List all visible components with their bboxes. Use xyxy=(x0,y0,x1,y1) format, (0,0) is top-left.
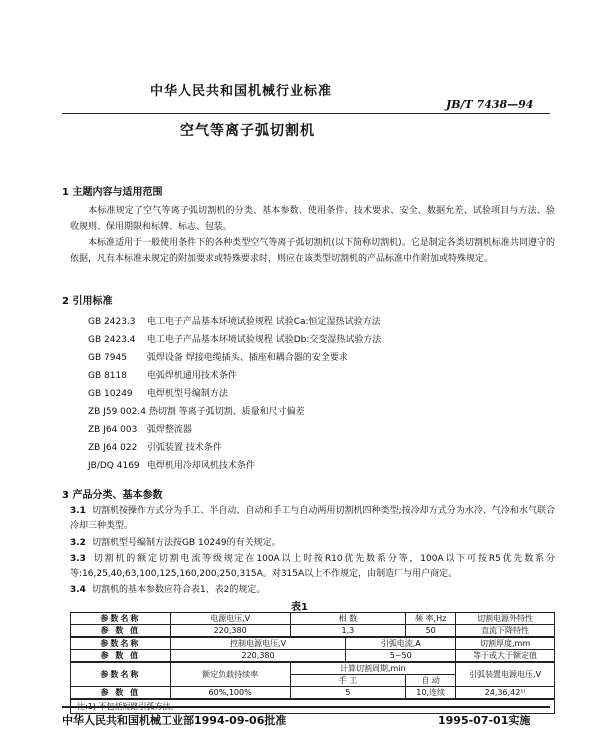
section-1-paragraph-2 xyxy=(70,235,555,267)
clause-number: 3.1 xyxy=(70,506,86,516)
table-cell: 电源电压,V xyxy=(170,613,290,625)
table-cell: 1,3 xyxy=(290,625,406,638)
table-row xyxy=(71,613,555,625)
clause-text: 切割机的基本参数应符合表1、表2的规定。 xyxy=(91,585,266,595)
param-value-label: 参 数 值 xyxy=(71,625,171,638)
reference-title: 电工电子产品基本环境试验规程 试验Ca:恒定湿热试验方法 xyxy=(146,317,381,327)
section-1-paragraph-1 xyxy=(70,203,555,235)
header-divider xyxy=(62,113,550,114)
section-3-heading: 3 产品分类、基本参数 xyxy=(62,490,163,501)
table-row xyxy=(71,625,555,638)
clause-3-2 xyxy=(70,536,555,551)
table-cell: 220,380 xyxy=(170,625,290,638)
reference-item xyxy=(88,368,237,381)
table-row xyxy=(71,662,555,675)
reference-code: GB 10249 xyxy=(88,389,133,399)
table-cell: 24,36,42¹⁾ xyxy=(456,687,555,700)
table-cell: 50 xyxy=(406,625,456,638)
clause-number: 3.4 xyxy=(70,585,86,595)
table-cell: 等于或大于额定值 xyxy=(456,650,555,663)
table-row xyxy=(71,637,555,650)
reference-item xyxy=(88,386,228,399)
param-name-label: 参数名称 xyxy=(71,662,171,687)
reference-code: ZB J64 022 xyxy=(88,443,138,453)
param-name-label: 参数名称 xyxy=(71,613,171,625)
clause-text: 切割机按操作方式分为手工、半自动、自动和手工与自动两用切割机四种类型;按冷却方式分为水冷、气冷和水气联合冷却三种类型。 xyxy=(70,506,555,531)
table-cell: 计算切割周期,min xyxy=(290,662,456,675)
clause-number: 3.2 xyxy=(70,538,86,548)
reference-item xyxy=(88,440,222,453)
clause-3-3 xyxy=(70,552,555,582)
reference-title: 电焊机型号编制方法 xyxy=(146,389,228,399)
table-cell: 直流下降特性 xyxy=(456,625,555,638)
param-value-label: 参 数 值 xyxy=(71,650,171,663)
table-row xyxy=(71,687,555,700)
reference-item xyxy=(88,314,381,327)
reference-item xyxy=(88,458,255,471)
table-cell: 5~50 xyxy=(346,650,456,663)
table-cell: 相 数 xyxy=(290,613,406,625)
table-cell: 引弧电流,A xyxy=(346,637,456,650)
table-cell: 额定负载持续率 xyxy=(170,662,290,687)
table-cell: 10,连续 xyxy=(406,687,456,700)
reference-title: 弧焊整流器 xyxy=(146,425,192,435)
clause-text: 切割机的额定切割电流等级规定在100A以上时按R10优先数系分等，100A以下可按R5优先数系分等:16,25,40,63,100,125,160,200,250,315A。对315A以上不作规定，由制造厂与用户商定。 xyxy=(70,554,555,579)
section-2-heading: 2 引用标准 xyxy=(62,296,113,307)
table-cell: 手 工 xyxy=(290,675,406,687)
table-row xyxy=(71,650,555,663)
reference-title: 电弧焊机通用技术条件 xyxy=(146,371,237,381)
reference-title: 电工电子产品基本环境试验规程 试验Db:交变湿热试验方法 xyxy=(146,335,382,345)
table-cell: 切割电源外特性 xyxy=(456,613,555,625)
table-cell: 控制电源电压,V xyxy=(170,637,346,650)
table-cell: 频 率,Hz xyxy=(406,613,456,625)
reference-code: GB 8118 xyxy=(88,371,127,381)
section-1-paragraph-2-text: 本标准适用于一般使用条件下的各种类型空气等离子弧切割机(以下简称切割机)。它是制定各类切割机标准共同遵守的依据，凡有本标准未规定的附加要求或特殊要求时，则应在该类型切割机的产品标准中作附加或特殊规定。 xyxy=(70,238,555,264)
section-1-paragraph-1-text: 本标准规定了空气等离子弧切割机的分类、基本参数、使用条件、技术要求、安全、数据允差、试验项目与方法、验收规则、保用期限和标牌、标志、包装。 xyxy=(70,206,555,232)
table-1-caption: 表1 xyxy=(291,602,308,613)
reference-item xyxy=(88,350,348,363)
clause-3-1 xyxy=(70,504,555,534)
reference-code: ZB J64 003 xyxy=(88,425,138,435)
table-cell: 5 xyxy=(290,687,406,700)
reference-item xyxy=(88,422,192,435)
reference-title: 引弧装置 技术条件 xyxy=(146,443,222,453)
document-title: 空气等离子弧切割机 xyxy=(180,123,315,139)
param-value-label: 参 数 值 xyxy=(71,687,171,700)
table-cell: 引弧装置电源电压,V xyxy=(456,662,555,687)
table-cell: 切割厚度,mm xyxy=(456,637,555,650)
clause-text: 切割机型号编制方法按GB 10249的有关规定。 xyxy=(91,538,281,548)
reference-code: GB 2423.4 xyxy=(88,335,136,345)
table-cell: 60%,100% xyxy=(170,687,290,700)
standard-number: JB/T 7438—94 xyxy=(446,98,534,111)
table-cell: 自 动 xyxy=(406,675,456,687)
approval-info: 中华人民共和国机械工业部1994-09-06批准 xyxy=(62,714,287,727)
reference-title: 热切割 等离子弧切割、质量和尺寸偏差 xyxy=(148,407,305,417)
clause-3-4 xyxy=(70,583,555,598)
reference-item xyxy=(88,404,305,417)
table-cell: 220,380 xyxy=(170,650,346,663)
reference-item xyxy=(88,332,381,345)
reference-code: JB/DQ 4169 xyxy=(88,461,140,471)
param-name-label: 参数名称 xyxy=(71,637,171,650)
reference-title: 弧焊设备 焊接电缆插头、插座和耦合器的安全要求 xyxy=(146,353,348,363)
reference-code: GB 7945 xyxy=(88,353,127,363)
table-1 xyxy=(70,612,555,714)
reference-code: ZB J59 002.4 xyxy=(88,407,146,417)
standard-category: 中华人民共和国机械行业标准 xyxy=(150,84,333,99)
implementation-date: 1995-07-01实施 xyxy=(438,714,531,727)
reference-code: GB 2423.3 xyxy=(88,317,136,327)
reference-title: 电焊机用冷却风机技术条件 xyxy=(146,461,255,471)
clause-number: 3.3 xyxy=(70,554,86,564)
section-1-heading: 1 主题内容与适用范围 xyxy=(62,187,163,198)
footer-divider xyxy=(62,706,550,708)
table-note: 注:1) 不包括短路引弧方法。 xyxy=(71,699,555,714)
